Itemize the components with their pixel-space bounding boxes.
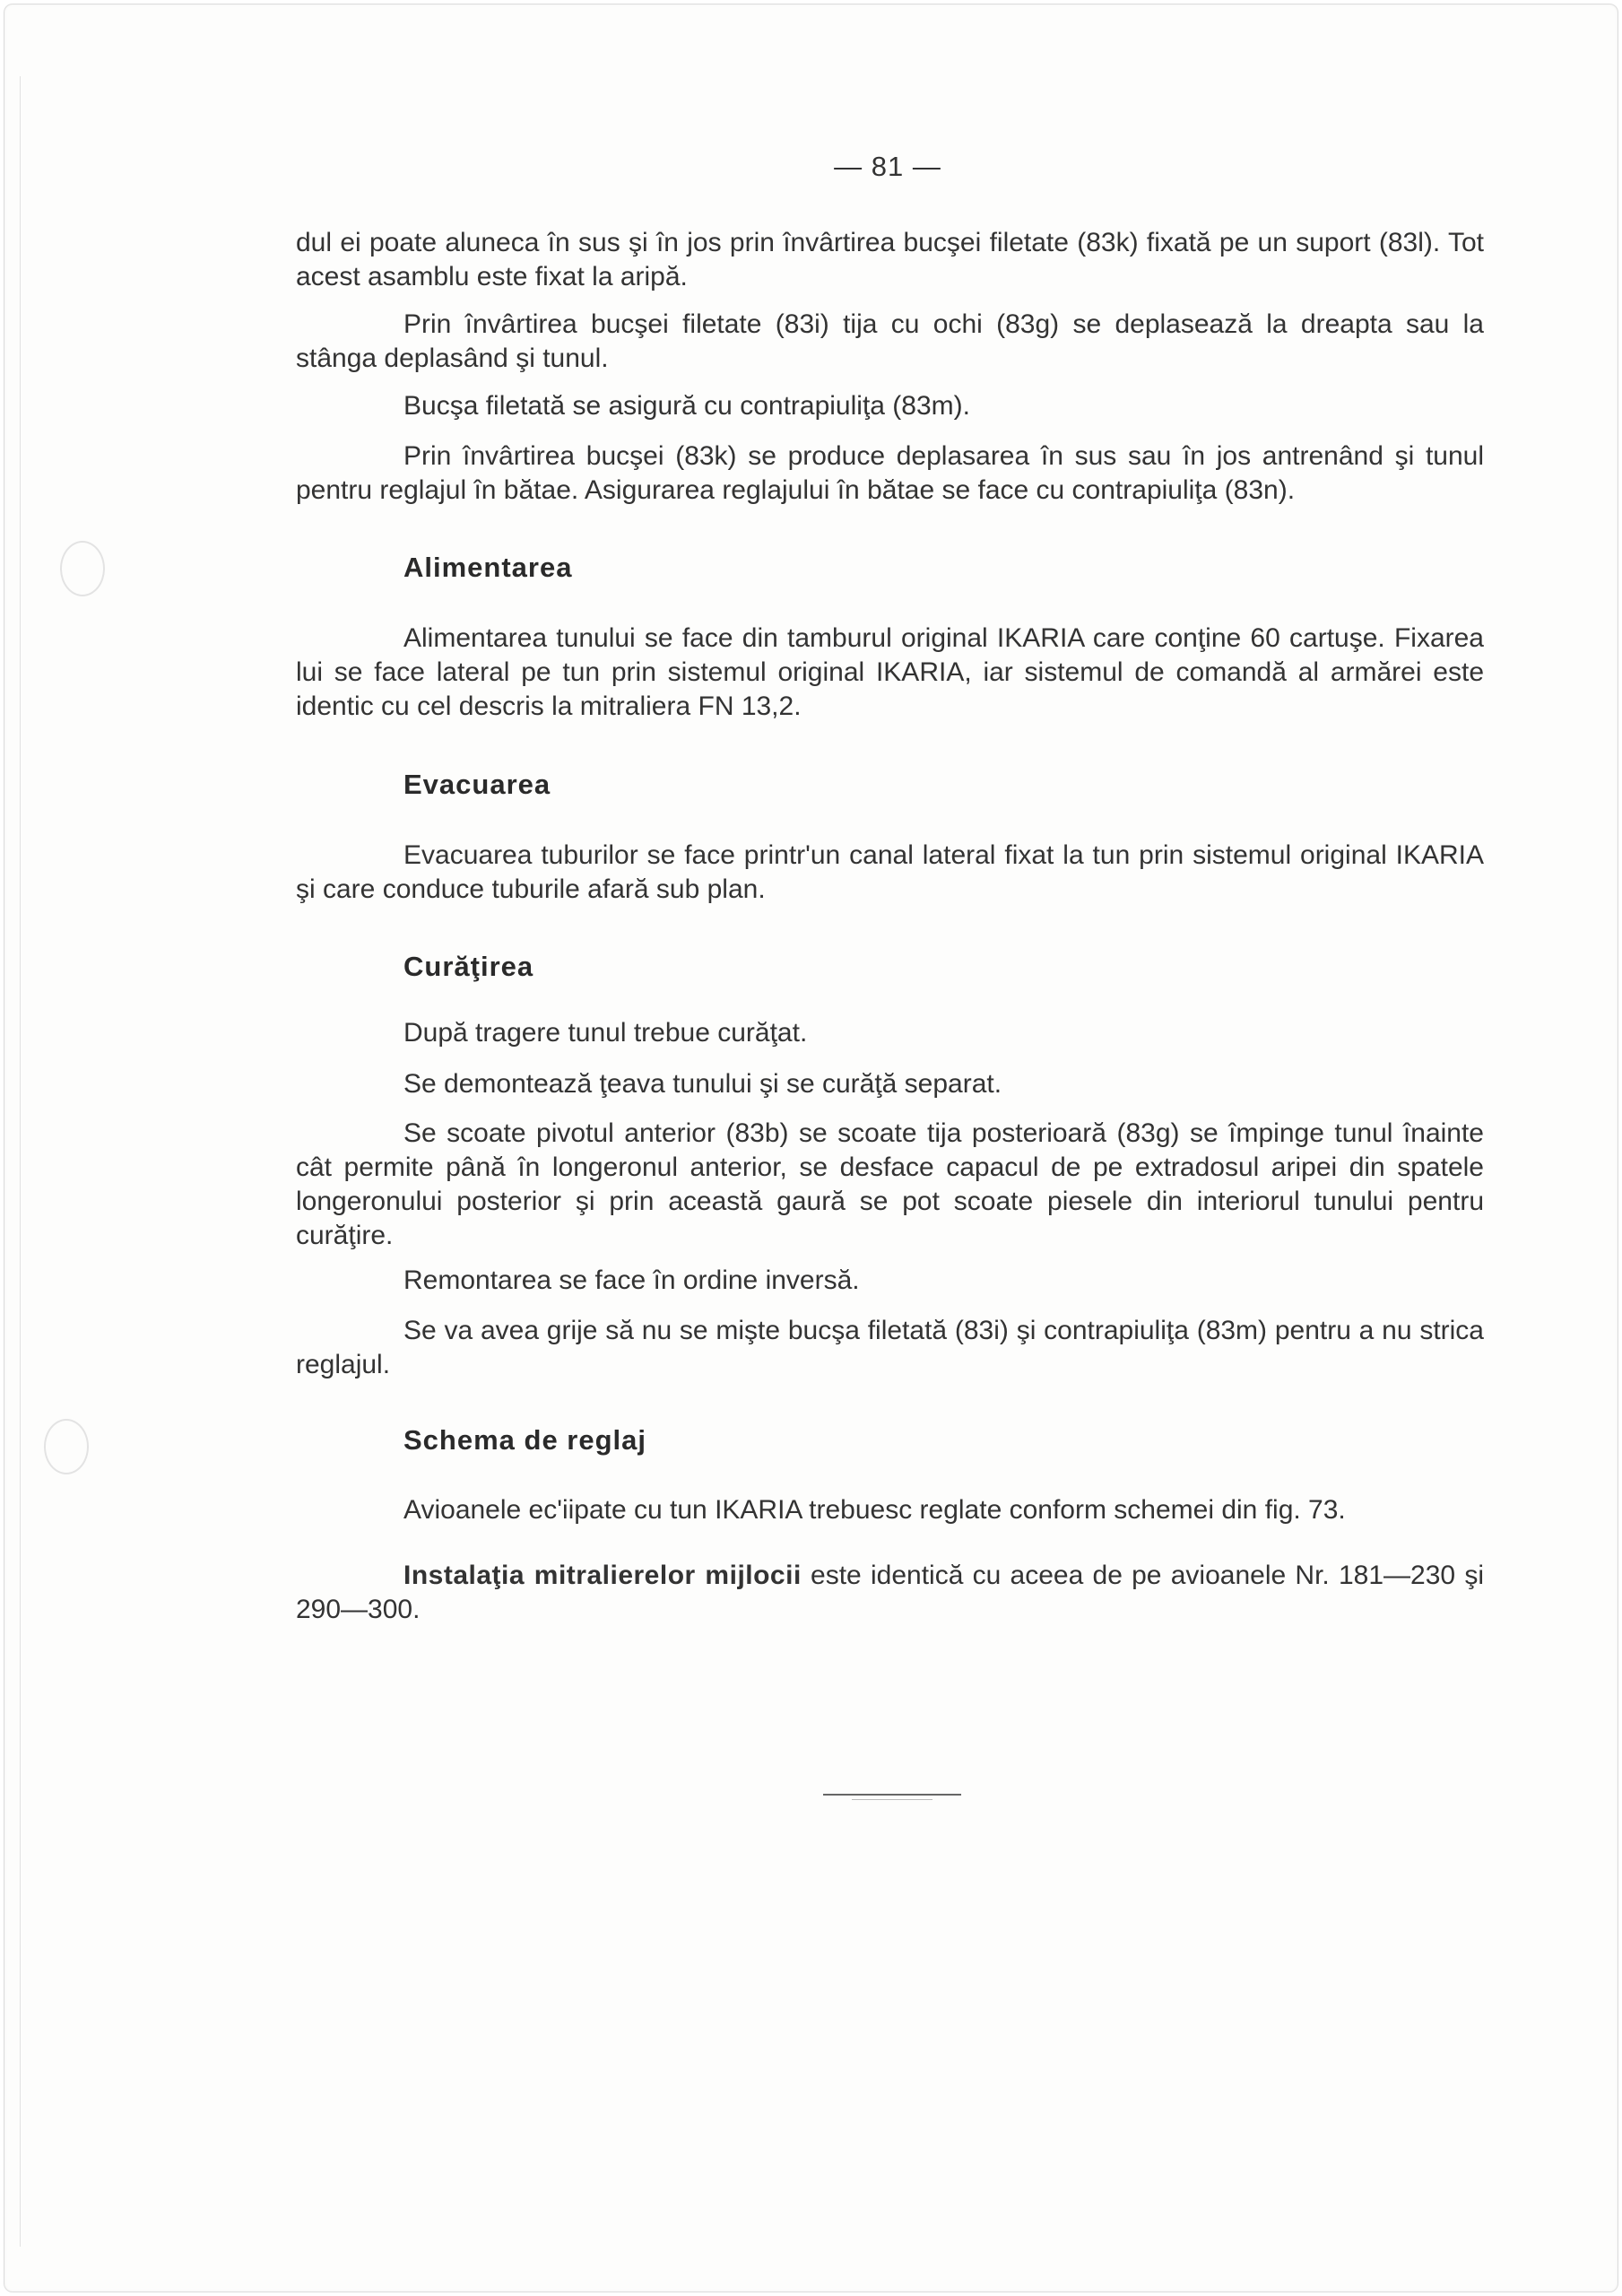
page-edge-line <box>20 76 21 2247</box>
paragraph: Se scoate pivotul anterior (83b) se scoate tija posterioară (83g) se împinge tunul înainte cât permite până în longeronul anterior, se desface capacul de pe extradosul aripei din spatele longeronului posterior şi prin această gaură se pot scoate piesele din interiorul tunului pentru curăţire. <box>296 1118 1484 1250</box>
paragraph: Bucşa filetată se asigură cu contrapiuliţa (83m). <box>403 391 970 421</box>
page-number: — 81 — <box>834 151 941 182</box>
paragraph: Prin învârtirea bucşei filetate (83i) tija cu ochi (83g) se deplasează la dreapta sau la stânga deplasând şi tunul. <box>296 309 1484 373</box>
section-heading: Alimentarea <box>403 552 573 583</box>
section-heading: Curăţirea <box>403 951 534 982</box>
section-heading: Schema de reglaj <box>403 1424 647 1456</box>
section-heading: Evacuarea <box>403 769 551 800</box>
end-rule <box>823 1794 961 1796</box>
paragraph: Prin învârtirea bucşei (83k) se produce deplasarea în sus sau în jos antrenând şi tunul pentru reglajul în bătae. Asigurarea reglajului în bătae se face cu contrapiuliţa (83n). <box>296 441 1484 505</box>
paragraph: După tragere tunul trebue curăţat. <box>403 1018 808 1048</box>
inline-bold-term: Instalaţia mitralierelor mijlocii <box>403 1561 802 1590</box>
paragraph: Remontarea se face în ordine inversă. <box>403 1265 860 1295</box>
paragraph: Avioanele ec'iipate cu tun IKARIA trebuesc reglate conform schemei din fig. 73. <box>403 1495 1346 1525</box>
end-rule-shadow <box>852 1799 932 1800</box>
paragraph: Se va avea grije să nu se mişte bucşa filetată (83i) şi contrapiuliţa (83m) pentru a nu strica reglajul. <box>296 1316 1484 1379</box>
paragraph: Se demontează ţeava tunului şi se curăţă separat. <box>403 1069 1002 1099</box>
paragraph: dul ei poate aluneca în sus şi în jos prin învârtirea bucşei filetate (83k) fixată pe un suport (83l). Tot acest asamblu este fixat la aripă. <box>296 228 1484 291</box>
paragraph-continuation: este identică cu aceea de pe avioanele Nr. 181—230 şi 290—300. <box>296 1561 1484 1624</box>
paragraph: Alimentarea tunului se face din tamburul original IKARIA care conţine 60 cartuşe. Fixarea lui se face lateral pe tun prin sistemul original IKARIA, iar sistemul de comandă al armărei este identic cu cel descris la mitraliera FN 13,2. <box>296 623 1484 721</box>
paragraph: Evacuarea tuburilor se face printr'un canal lateral fixat la tun prin sistemul original IKARIA şi care conduce tuburile afară sub plan. <box>296 840 1484 904</box>
paragraph <box>296 1559 1484 1627</box>
punch-hole-mark <box>60 541 105 596</box>
punch-hole-mark <box>44 1419 89 1474</box>
